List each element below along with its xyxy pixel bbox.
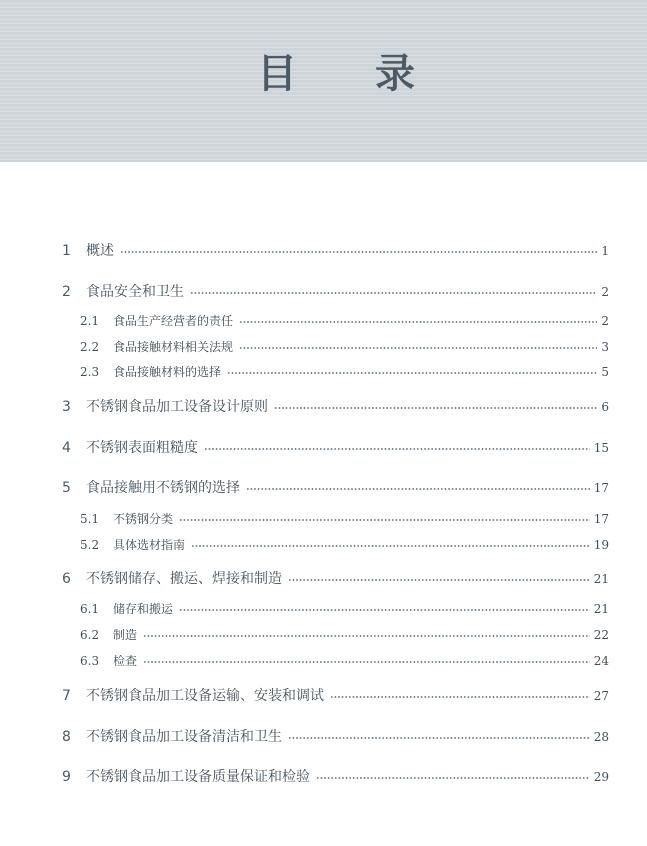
toc-section-entry[interactable] [0,337,647,357]
toc-entry-number: 2.2 [80,340,100,354]
toc-page-number: 17 [593,481,609,495]
toc-page-number: 3 [601,340,609,354]
toc-page-number: 2 [601,314,609,328]
toc-entry-title: 食品接触材料相关法规 [113,340,234,354]
toc-entry-number: 2.3 [80,365,100,379]
toc-entry-title: 具体选材指南 [113,538,186,552]
toc-dot-leader [191,545,590,547]
toc-entry-number: 2 [62,284,71,300]
toc-entry-number: 9 [62,769,71,785]
toc-page-number: 5 [601,365,609,379]
toc-section-entry[interactable] [0,509,647,529]
toc-chapter-entry[interactable] [0,397,647,417]
toc-entry-number: 1 [62,243,71,259]
toc-entry-title: 不锈钢食品加工设备设计原则 [86,399,268,415]
toc-chapter-entry[interactable] [0,438,647,458]
toc-entry-number: 4 [62,440,71,456]
toc-dot-leader [288,737,590,739]
toc-section-entry[interactable] [0,362,647,382]
toc-entry-number: 8 [62,729,71,745]
toc-chapter-entry[interactable] [0,241,647,261]
toc-section-entry[interactable] [0,311,647,331]
toc-dot-leader [239,321,597,323]
page-title [0,48,647,100]
toc-entry-title: 检查 [113,654,138,668]
toc-page-number: 22 [593,628,609,642]
toc-entry-title: 不锈钢食品加工设备质量保证和检验 [86,769,310,785]
toc-entry-title: 食品接触材料的选择 [113,365,222,379]
toc-entry-title: 不锈钢分类 [113,512,174,526]
toc-page-number: 6 [601,400,609,414]
toc-dot-leader [227,372,597,374]
toc-entry-title: 概述 [86,243,114,259]
toc-page-number: 24 [593,654,609,668]
page-title-char: 录 [375,50,415,97]
toc-dot-leader [190,292,597,294]
toc-entry-title: 制造 [113,628,138,642]
toc-dot-leader [246,488,590,490]
toc-chapter-entry[interactable] [0,767,647,787]
toc-entry-number: 5 [62,480,71,496]
toc-entry-number: 5.1 [80,512,100,526]
toc-entry-title: 食品接触用不锈钢的选择 [86,480,240,496]
toc-page-number: 29 [593,770,609,784]
toc-section-entry[interactable] [0,535,647,555]
toc-dot-leader [179,519,590,521]
toc-dot-leader [316,777,590,779]
toc-entry-title: 不锈钢表面粗糙度 [86,440,198,456]
toc-chapter-entry[interactable] [0,478,647,498]
toc-entry-number: 2.1 [80,314,100,328]
toc-dot-leader [239,347,597,349]
toc-dot-leader [143,661,590,663]
page-title-char: 目 [257,50,297,97]
toc-dot-leader [288,579,590,581]
toc-dot-leader [120,251,597,253]
toc-dot-leader [143,635,590,637]
toc-entry-title: 食品生产经营者的责任 [113,314,234,328]
toc-page-number: 1 [601,244,609,258]
toc-entry-number: 7 [62,688,71,704]
toc-dot-leader [274,407,597,409]
toc-entry-number: 3 [62,399,71,415]
toc-entry-number: 6.1 [80,602,100,616]
toc-page-number: 28 [593,730,609,744]
toc-entry-title: 不锈钢储存、搬运、焊接和制造 [86,571,282,587]
toc-dot-leader [204,448,590,450]
toc-entry-number: 5.2 [80,538,100,552]
header-band [0,0,647,162]
toc-page-number: 17 [593,512,609,526]
toc-chapter-entry[interactable] [0,686,647,706]
toc-page-number: 21 [593,572,609,586]
toc-entry-number: 6 [62,571,71,587]
toc-entry-title: 不锈钢食品加工设备清洁和卫生 [86,729,282,745]
toc-dot-leader [330,696,590,698]
toc-entry-title: 不锈钢食品加工设备运输、安装和调试 [86,688,324,704]
toc-page-number: 21 [593,602,609,616]
toc-section-entry[interactable] [0,625,647,645]
toc-page-number: 15 [593,441,609,455]
toc-entry-number: 6.3 [80,654,100,668]
toc-page-number: 2 [601,285,609,299]
toc-entry-number: 6.2 [80,628,100,642]
toc-entry-title: 食品安全和卫生 [86,284,184,300]
toc-section-entry[interactable] [0,599,647,619]
toc-chapter-entry[interactable] [0,569,647,589]
toc-page-number: 19 [593,538,609,552]
toc-section-entry[interactable] [0,651,647,671]
toc-chapter-entry[interactable] [0,727,647,747]
toc-entry-title: 储存和搬运 [113,602,174,616]
toc-dot-leader [179,609,590,611]
toc-page-number: 27 [593,689,609,703]
toc-chapter-entry[interactable] [0,282,647,302]
